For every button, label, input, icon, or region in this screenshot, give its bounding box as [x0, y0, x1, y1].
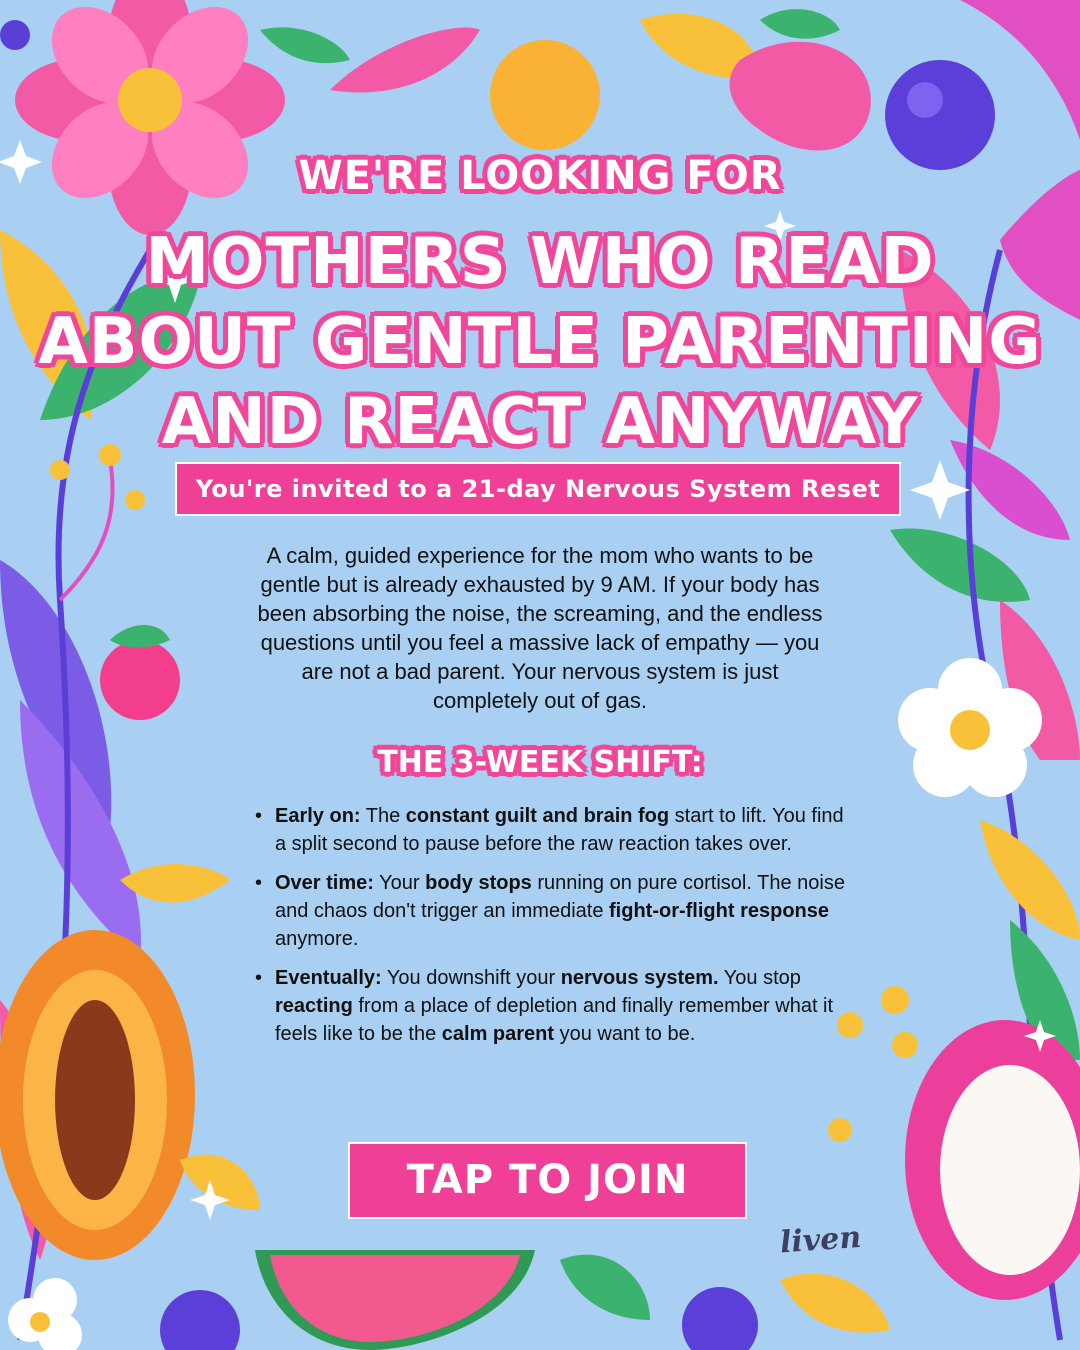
shift-text: you want to be.: [554, 1023, 696, 1045]
intro-line: are not a bad parent. Your nervous system is just: [301, 659, 779, 684]
bullet: •: [255, 967, 263, 989]
intro-line: A calm, guided experience for the mom who wants to be: [266, 543, 814, 568]
raspberry-decoration: [100, 640, 180, 720]
berry-decoration: [828, 1118, 852, 1142]
bullet: •: [255, 805, 263, 827]
blueberry-decoration: [682, 1287, 758, 1350]
brand-logo: liven: [778, 1219, 863, 1261]
shift-text: nervous system.: [560, 967, 719, 989]
berry-decoration: [50, 460, 70, 480]
intro-line: completely out of gas.: [432, 688, 647, 713]
berry-decoration: [892, 1032, 918, 1058]
shift-item-early: [255, 802, 845, 858]
watermelon-decoration: [255, 1250, 535, 1350]
shift-text: You stop: [718, 967, 801, 989]
intro-line: been absorbing the noise, the screaming, and the endless: [257, 601, 823, 626]
tap-to-join-button[interactable]: TAP TO JOIN: [348, 1142, 747, 1219]
leaf-decoration: [780, 1274, 890, 1333]
bullet: •: [255, 872, 263, 894]
leaf-decoration: [110, 625, 170, 648]
leaf-decoration: [120, 864, 230, 902]
headline-line: ABOUT GENTLE PARENTING: [38, 305, 1042, 379]
stem-decoration: [60, 460, 113, 600]
leaf-decoration: [890, 528, 1030, 601]
shift-text: The: [360, 805, 406, 827]
kicker-heading: WE'RE LOOKING FOR: [298, 153, 782, 199]
leaf-decoration: [980, 820, 1080, 940]
leaf-decoration: [560, 1255, 650, 1320]
berry-decoration: [0, 20, 30, 50]
shift-text: anymore.: [275, 928, 359, 950]
shift-text: body stops: [425, 872, 532, 894]
shift-text: You downshift your: [381, 967, 561, 989]
leaf-decoration: [260, 27, 350, 63]
leaf-decoration: [760, 9, 840, 39]
shift-text: from a place of depletion and finally remember what it feels like to be the: [275, 995, 834, 1045]
intro-paragraph: [185, 541, 895, 715]
leaf-decoration: [330, 28, 480, 93]
shift-text: running on pure cortisol. The noise and chaos don't trigger an immediate: [275, 872, 845, 922]
orange-decoration: [490, 40, 600, 150]
berry-decoration: [881, 986, 909, 1014]
shift-text: start to lift. You find a split second to pause before the raw reaction takes over.: [275, 805, 844, 855]
shift-text: Early on:: [275, 805, 361, 827]
shift-item-over-time: [255, 869, 845, 953]
headline-line: AND REACT ANYWAY: [161, 385, 919, 459]
shift-text: Over time:: [275, 872, 374, 894]
shift-text: reacting: [275, 995, 353, 1017]
shift-text: fight-or-flight response: [609, 900, 829, 922]
headline-line: MOTHERS WHO READ: [145, 225, 935, 299]
intro-line: gentle but is already exhausted by 9 AM. If your body has: [260, 572, 820, 597]
invite-banner: You're invited to a 21-day Nervous System Reset: [175, 462, 901, 516]
berry-decoration: [125, 490, 145, 510]
dragonfruit-decoration: [905, 1020, 1080, 1300]
papaya-decoration: [0, 930, 195, 1260]
shift-text: constant guilt and brain fog: [405, 805, 670, 827]
main-headline: [0, 222, 1080, 462]
shift-list: [255, 802, 845, 1059]
intro-line: questions until you feel a massive lack of empathy — you: [260, 630, 820, 655]
shift-text: Your: [373, 872, 426, 894]
shift-item-eventually: [255, 964, 845, 1048]
shift-text: Eventually:: [275, 967, 382, 989]
shift-heading: THE 3-WEEK SHIFT:: [377, 745, 703, 780]
strawberry-decoration: [730, 42, 871, 151]
blueberry-decoration: [160, 1290, 240, 1350]
shift-text: calm parent: [441, 1023, 555, 1045]
